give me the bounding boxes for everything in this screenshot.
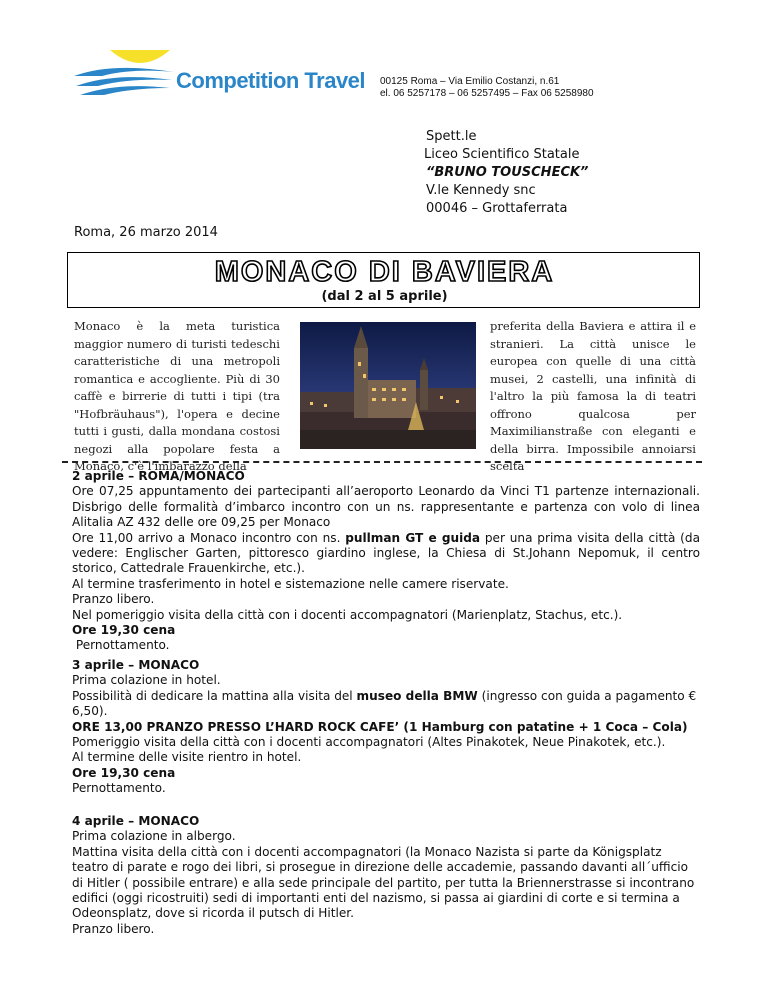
- page-subtitle: (dal 2 al 5 aprile): [321, 289, 448, 304]
- address-line-1: 00125 Roma – Via Emilio Costanzi, n.61: [380, 76, 560, 87]
- day-1-overnight: Pernottamento.: [72, 638, 170, 653]
- day-2-heading: 3 aprile – MONACO: [72, 658, 200, 672]
- day-1-afternoon: Nel pomeriggio visita della città con i docenti accompagnatori (Marienplatz, Stachus, etc.).: [72, 607, 623, 622]
- intro-right-column: preferita della Baviera e attira il e stranieri. La città unisce le europea con quelle di una città musei, 2 castelli, una infinità di l'altro la più famosa la di teatri offrono qualcosa per Maximilianstraße con eleganti e della birra. Impossibile annoiarsi scelta: [490, 319, 696, 473]
- address-line-2: el. 06 5257178 – 06 5257495 – Fax 06 5258980: [380, 88, 594, 99]
- page-title: MONACO DI BAVIERA: [214, 256, 555, 288]
- day-3-heading: 4 aprile – MONACO: [72, 814, 200, 828]
- logo-waves-icon: [72, 62, 176, 96]
- day-2-museum: [72, 689, 700, 720]
- title-box: [67, 252, 700, 308]
- itinerary-day-1: [72, 469, 700, 654]
- intro-left-column: Monaco è la meta turistica maggior numero di turisti tedeschi caratteristiche di una metropoli romantica e accogliente. Più di 30 caffè e birrerie di tutti i tipi (tra "Hofbräuhaus"), l'opera e decine tutti i gusti, dalla mondana costosi negozi alla popolare festa a Monaco, c'è l'imbarazzo della: [74, 319, 280, 473]
- day-2-lunch: ORE 13,00 PRANZO PRESSO L’HARD ROCK CAFE’ (1 Hamburg con patatine + 1 Coca – Cola): [72, 719, 688, 734]
- day-1-arrival: [72, 531, 700, 577]
- recipient-line-5: 00046 – Grottaferrata: [426, 201, 568, 216]
- day-2-museum-text: Possibilità di dedicare la mattina alla visita del: [72, 688, 353, 703]
- day-2-breakfast: Prima colazione in hotel.: [72, 673, 221, 688]
- day-1-transfer: Al termine trasferimento in hotel e sistemazione nelle camere riservate.: [72, 576, 509, 591]
- letter-date: Roma, 26 marzo 2014: [74, 225, 218, 240]
- day-2-afternoon: Pomeriggio visita della città con i docenti accompagnatori (Altes Pinakotek, Neue Pinakotek, etc.).: [72, 735, 666, 750]
- recipient-line-1: Spett.le: [426, 129, 477, 144]
- recipient-block: [424, 128, 588, 218]
- day-1-dinner: Ore 19,30 cena: [72, 623, 176, 638]
- company-address: [380, 76, 594, 100]
- section-divider: [62, 461, 702, 463]
- itinerary-day-3: [72, 814, 700, 937]
- recipient-line-4: V.le Kennedy snc: [426, 183, 536, 198]
- day-3-breakfast: Prima colazione in albergo.: [72, 829, 236, 844]
- day-2-dinner: Ore 19,30 cena: [72, 765, 176, 780]
- day-2-overnight: Pernottamento.: [72, 781, 166, 796]
- day-1-arrival-text: Ore 11,00 arrivo a Monaco incontro con ns.: [72, 530, 341, 545]
- munich-night-photo: [300, 322, 476, 449]
- recipient-school-name: “BRUNO TOUSCHECK”: [426, 165, 589, 180]
- day-3-lunch: Pranzo libero.: [72, 921, 155, 936]
- day-1-heading: 2 aprile – ROMA/MONACO: [72, 469, 245, 483]
- day-2-museum-bold: museo della BMW: [356, 688, 478, 703]
- itinerary-day-2: [72, 658, 700, 797]
- day-2-return: Al termine delle visite rientro in hotel.: [72, 750, 302, 765]
- company-logo-text: Competition Travel: [176, 68, 366, 93]
- day-2-museum-rest: (ingresso con guida a pagamento € 6,50).: [72, 688, 697, 719]
- day-1-arrival-rest: per una prima visita della città (da vedere: Englischer Garten, pittoresco giardino inglese, la Chiesa di St.Johann Nepomuk, il centro storico, Cattedrale Frauenkirche, etc.).: [72, 530, 700, 576]
- day-1-paragraph: Ore 07,25 appuntamento dei partecipanti all’aeroporto Leonardo da Vinci T1 partenze internazionali. Disbrigo delle formalità d’imbarco incontro con un ns. rappresentante e partenza con volo di linea Alitalia AZ 432 delle ore 09,25 per Monaco: [72, 484, 700, 530]
- day-3-morning: Mattina visita della città con i docenti accompagnatori (la Monaco Nazista si parte da Königsplatz teatro di parate e rogo dei libri, si prosegue in direzione delle accademie, passando davanti all´ufficio di Hitler ( possibile entrare) e alla sede principale del partito, per tutta la Briennerstrasse si incontrano edifici (oggi ricostruiti) sedi di importanti enti del nazismo, si passa ai giardini di corte e si termina a Odeonsplatz, dove si ricorda il putsch di Hitler.: [72, 844, 695, 921]
- day-1-lunch: Pranzo libero.: [72, 592, 155, 607]
- recipient-line-2: Liceo Scientifico Statale: [424, 147, 580, 162]
- day-1-arrival-bold: pullman GT e guida: [345, 530, 481, 545]
